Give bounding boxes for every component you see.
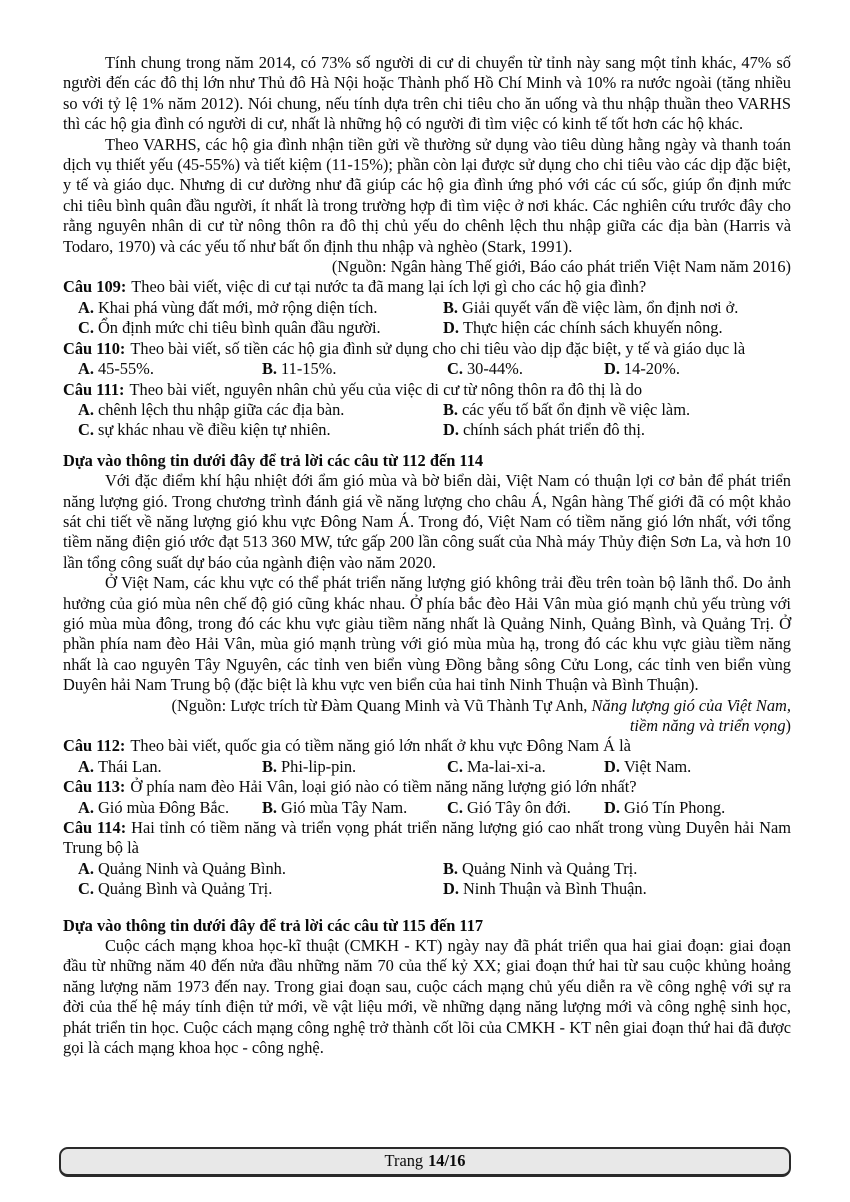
option-letter: D. xyxy=(604,797,620,817)
option-text: Quảng Bình và Quảng Trị. xyxy=(97,879,273,899)
question-text: Theo bài viết, quốc gia có tiềm năng gió lớn nhất ở khu vực Đông Nam Á là xyxy=(130,736,631,756)
option-text: chính sách phát triển đô thị. xyxy=(462,420,646,440)
source-citation: (Nguồn: Ngân hàng Thế giới, Báo cáo phát triển Việt Nam năm 2016) xyxy=(331,257,791,277)
question-number: Câu 111: xyxy=(63,379,125,399)
option-text: Gió mùa Tây Nam. xyxy=(281,797,408,817)
option-letter: D. xyxy=(443,318,459,338)
option-b xyxy=(443,859,791,879)
option-letter: A. xyxy=(78,399,94,419)
options-grid xyxy=(63,359,791,379)
options-grid xyxy=(63,298,791,339)
option-text: chênh lệch thu nhập giữa các địa bàn. xyxy=(97,399,345,419)
question-number: Câu 110: xyxy=(63,338,126,358)
option-a xyxy=(78,798,262,818)
section-header-112-114: Dựa vào thông tin dưới đây để trả lời các câu từ 112 đến 114 xyxy=(63,450,484,470)
option-text: sự khác nhau về điều kiện tự nhiên. xyxy=(97,420,331,440)
source-work-title: tiềm năng và triển vọng xyxy=(629,716,786,735)
passage-paragraph: Với đặc điểm khí hậu nhiệt đới ẩm gió mùa và bờ biển dài, Việt Nam có thuận lợi cơ bản để phát triển năng lượng gió. Trong chương trình đánh giá về năng lượng cho châu Á, Ngân hàng Thế giới đã có một khảo sát chi tiết về năng lượng gió khu vực Đông Nam Á. Trong đó, Việt Nam có tiềm năng gió lớn nhất, với tổng tiềm năng điện gió ước đạt 513 360 MW, tức gấp 200 lần công suất của Nhà máy Thủy điện Sơn La, và hơn 10 lần tổng công suất dự báo của ngành điện vào năm 2020. xyxy=(63,471,791,572)
option-d xyxy=(443,879,791,899)
question-text: Theo bài viết, việc di cư tại nước ta đã mang lại ích lợi gì cho các hộ gia đình? xyxy=(131,277,647,297)
source-citation xyxy=(63,696,791,716)
option-c xyxy=(447,359,604,379)
option-d xyxy=(604,798,791,818)
option-d xyxy=(443,420,791,440)
option-text: Gió Tín Phong. xyxy=(623,797,726,817)
source-work-title: Năng lượng gió của Việt Nam, xyxy=(591,695,791,715)
option-b xyxy=(443,298,791,318)
question-stem-line xyxy=(63,777,791,797)
option-c xyxy=(78,420,443,440)
question-114 xyxy=(63,818,791,900)
option-text: Quảng Ninh và Quảng Bình. xyxy=(97,858,286,878)
option-b xyxy=(262,757,447,777)
options-grid xyxy=(63,400,791,441)
passage-paragraph: Cuộc cách mạng khoa học-kĩ thuật (CMKH - KT) ngày nay đã phát triển qua hai giai đoạn: giai đoạn đầu từ những năm 40 đến nửa đầu những năm 70 của thế kỷ XX; giai đoạn thứ hai từ sau cuộc khủng hoảng năng lượng năm 1973 đến nay. Trong giai đoạn sau, cuộc cách mạng chủ yếu diễn ra về công nghệ với sự ra đời của thế hệ máy tính điện tử mới, về vật liệu mới, về những dạng năng lượng mới và công nghệ sinh học, phát triển tin học. Cuộc cách mạng công nghệ trở thành cốt lõi của CMKH - KT nên giai đoạn thứ hai đã được gọi là cách mạng khoa học - công nghệ. xyxy=(63,936,791,1058)
footer-page-number: 14/16 xyxy=(428,1151,466,1171)
option-letter: D. xyxy=(443,420,459,440)
option-letter: B. xyxy=(262,797,278,817)
option-b xyxy=(262,798,447,818)
option-letter: D. xyxy=(443,879,459,899)
question-number: Câu 113: xyxy=(63,777,126,797)
option-text: 14-20%. xyxy=(623,359,680,379)
question-number: Câu 109: xyxy=(63,277,127,297)
question-110 xyxy=(63,339,791,380)
option-text: Khai phá vùng đất mới, mở rộng diện tích. xyxy=(97,297,378,317)
option-letter: A. xyxy=(78,359,94,379)
option-c xyxy=(447,757,604,777)
question-text: Hai tỉnh có tiềm năng và triển vọng phát triển năng lượng gió cao nhất trong vùng Duyên hải Nam Trung bộ là xyxy=(63,818,791,858)
option-text: Quảng Ninh và Quảng Trị. xyxy=(462,858,638,878)
question-stem-line xyxy=(63,277,791,297)
passage-paragraph: Tính chung trong năm 2014, có 73% số người di cư di chuyển từ tỉnh này sang một tỉnh khác, 47% số người đến các đô thị lớn như Thủ đô Hà Nội hoặc Thành phố Hồ Chí Minh và 10% ra nước ngoài (tăng nhiều so với tỷ lệ 1% năm 2012). Nói chung, nếu tính dựa trên chi tiêu cho ăn uống và thu nhập thuần theo VARHS thì các hộ gia đình có người di cư, nhất là những hộ có người đi tìm việc có kinh tế tốt hơn các hộ khác. xyxy=(63,53,791,134)
question-text: Theo bài viết, nguyên nhân chủ yếu của việc di cư từ nông thôn ra đô thị là do xyxy=(129,379,643,399)
option-text: Ổn định mức chi tiêu bình quân đầu người. xyxy=(97,318,381,338)
option-a xyxy=(78,400,443,420)
page-footer xyxy=(59,1147,791,1177)
option-letter: B. xyxy=(262,756,278,776)
section-header-115-117: Dựa vào thông tin dưới đây để trả lời các câu từ 115 đến 117 xyxy=(63,915,484,935)
option-letter: C. xyxy=(447,756,463,776)
option-text: Việt Nam. xyxy=(623,756,692,776)
footer-page-label: Trang xyxy=(384,1151,424,1171)
source-citation-continued xyxy=(63,716,791,736)
option-letter: C. xyxy=(447,359,463,379)
option-letter: B. xyxy=(443,297,459,317)
option-a xyxy=(78,859,443,879)
option-letter: A. xyxy=(78,858,94,878)
passage-migration xyxy=(63,53,791,277)
option-letter: D. xyxy=(604,756,620,776)
options-grid xyxy=(63,798,791,818)
option-b xyxy=(262,359,447,379)
question-stem-line xyxy=(63,380,791,400)
passage-paragraph: Ở Việt Nam, các khu vực có thể phát triển năng lượng gió không trải đều trên toàn bộ lãnh thổ. Do ảnh hưởng của gió mùa nên chế độ gió cũng khác nhau. Ở phía bắc đèo Hải Vân mùa gió mạnh chủ yếu trùng với gió mùa mùa đông, trong đó các khu vực giàu tiềm năng nhất là Quảng Ninh, Quảng Bình, và Quảng Trị. Ở phần phía nam đèo Hải Vân, mùa gió mạnh trùng với gió mùa mùa hạ, trong đó các khu vực giàu tiềm năng nhất là cao nguyên Tây Nguyên, các tỉnh ven biển vùng Đồng bằng sông Cửu Long, các tỉnh ven biển vùng Duyên hải Nam Trung bộ (đặc biệt là khu vực ven biển của hai tỉnh Ninh Thuận và Bình Thuận). xyxy=(63,573,791,695)
page-content xyxy=(63,53,791,1059)
option-b xyxy=(443,400,791,420)
option-c xyxy=(447,798,604,818)
option-text: Thực hiện các chính sách khuyến nông. xyxy=(462,318,723,338)
question-111 xyxy=(63,380,791,441)
option-text: Ma-lai-xi-a. xyxy=(466,756,546,776)
option-text: 30-44%. xyxy=(466,359,523,379)
option-letter: C. xyxy=(447,797,463,817)
option-c xyxy=(78,879,443,899)
passage-paragraph: Theo VARHS, các hộ gia đình nhận tiền gửi về thường sử dụng vào tiêu dùng hằng ngày và thanh toán dịch vụ thiết yếu (45-55%) và tiết kiệm (11-15%); phần còn lại được sử dụng cho chi tiêu vào các dịp đặc biệt, y tế và giáo dục. Nhưng di cư dường như đã giúp các hộ gia đình ứng phó với các cú sốc, giúp ổn định mức chi tiêu bình quân đầu người, ít nhất là trong trường hợp đi tìm việc ở nơi khác. Các nghiên cứu trước đây cho rằng nguyên nhân di cư từ nông thôn ra đô thị chủ yếu do chênh lệch thu nhập giữa các địa bàn (Harris và Todaro, 1970) và các yếu tố như bất ổn định thu nhập và nghèo (Stark, 1991). xyxy=(63,134,791,256)
question-stem-line xyxy=(63,736,791,756)
option-a xyxy=(78,298,443,318)
option-a xyxy=(78,359,262,379)
option-text: Gió Tây ôn đới. xyxy=(466,797,571,817)
question-109 xyxy=(63,277,791,338)
option-text: Gió mùa Đông Bắc. xyxy=(97,797,230,817)
question-number: Câu 112: xyxy=(63,736,126,756)
option-letter: B. xyxy=(262,359,278,379)
option-letter: D. xyxy=(604,359,620,379)
question-text: Ở phía nam đèo Hải Vân, loại gió nào có tiềm năng năng lượng gió lớn nhất? xyxy=(130,777,637,797)
source-text: ) xyxy=(785,716,791,735)
option-text: Ninh Thuận và Bình Thuận. xyxy=(462,879,647,899)
option-letter: C. xyxy=(78,879,94,899)
passage-technology xyxy=(63,936,791,1058)
source-text: (Nguồn: Lược trích từ Đàm Quang Minh và Vũ Thành Tự Anh, xyxy=(171,695,592,715)
option-letter: A. xyxy=(78,797,94,817)
option-a xyxy=(78,757,262,777)
option-letter: A. xyxy=(78,297,94,317)
option-c xyxy=(78,318,443,338)
passage-wind-energy xyxy=(63,471,791,736)
option-text: các yếu tố bất ổn định về việc làm. xyxy=(462,399,691,419)
question-number: Câu 114: xyxy=(63,818,127,838)
option-letter: B. xyxy=(443,858,459,878)
option-text: 11-15%. xyxy=(281,359,337,379)
options-grid xyxy=(63,757,791,777)
option-text: Phi-lip-pin. xyxy=(281,756,357,776)
option-text: 45-55%. xyxy=(97,359,154,379)
question-stem-line xyxy=(63,818,791,859)
option-d xyxy=(604,757,791,777)
question-stem-line xyxy=(63,339,791,359)
question-text: Theo bài viết, số tiền các hộ gia đình sử dụng cho chi tiêu vào dịp đặc biệt, y tế và giáo dục là xyxy=(130,338,746,358)
option-letter: C. xyxy=(78,318,94,338)
option-d xyxy=(443,318,791,338)
option-letter: B. xyxy=(443,399,459,419)
option-d xyxy=(604,359,791,379)
options-grid xyxy=(63,859,791,900)
option-text: Thái Lan. xyxy=(97,756,162,776)
question-113 xyxy=(63,777,791,818)
question-112 xyxy=(63,736,791,777)
option-letter: C. xyxy=(78,420,94,440)
option-letter: A. xyxy=(78,756,94,776)
option-text: Giải quyết vấn đề việc làm, ổn định nơi ở. xyxy=(462,297,739,317)
